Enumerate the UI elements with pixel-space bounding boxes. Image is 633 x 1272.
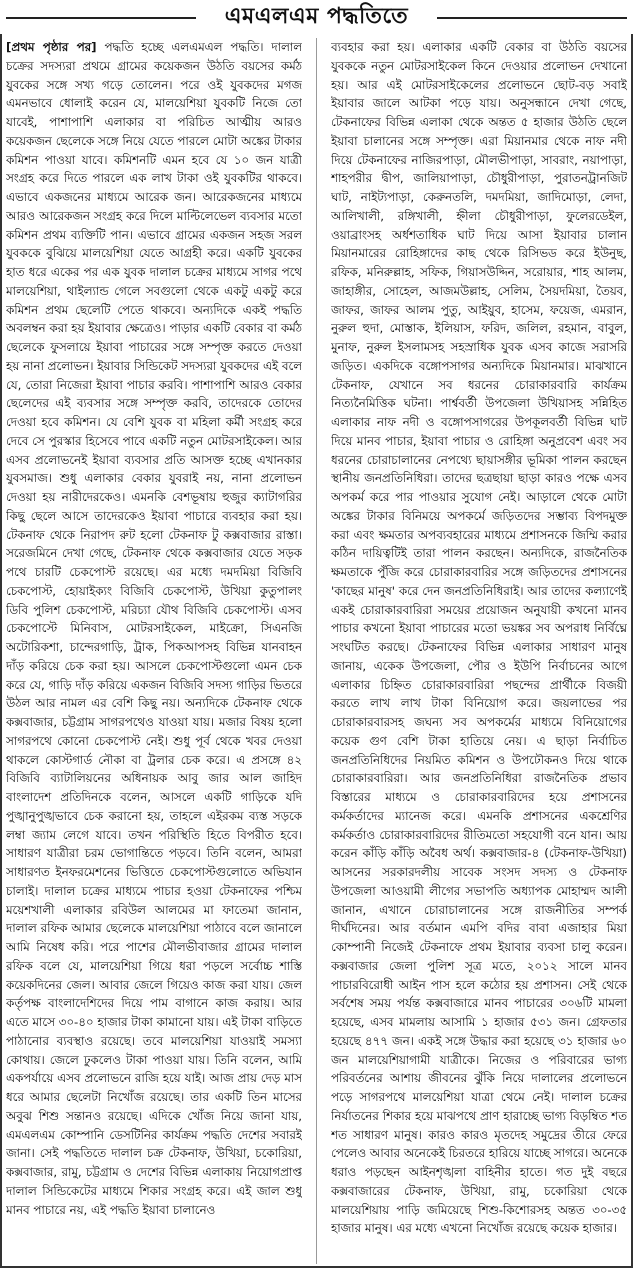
column-right-text: ব্যবহার করা হয়। এলাকার একটি বেকার বা উঠতি বয়সের যুবককে নতুন মোটরসাইকেল কিনে দেওয়ার প্রলোভন দেখানো হয়। আর এই মোটরসাইকেলের প্রলোভনে ছোট-বড় সবাই ইয়াবার জালে আটকা পড়ে যায়। অনুসন্ধানে দেখা গেছে, টেকনাফের বিভিন্ন এলাকা থেকে অন্তত ৫ হাজার উঠতি ছেলে ইয়াবা চালানের সঙ্গে সম্পৃক্ত। এরা মিয়ানমার থেকে নাফ নদী দিয়ে টেকনাফের নাজিরপাড়া, মৌলভীপাড়া, সাবরাং, নয়াপাড়া, শাহপরীর দ্বীপ, জালিয়াপাড়া, চৌধুরীপাড়া, পুরাতনট্রানজিট ঘাট, নাইট্যপাড়া, কেরুনতলি, দমদমিয়া, জাদিমোড়া, লেদা, আলিখালী, রঙ্গিখালী, হ্নীলা চৌধুরীপাড়া, ফুলেরডেইল, ওয়াব্রাংসহ অর্ধশতাধিক ঘাট দিয়ে আসা ইয়াবার চালান মিয়ানমারের রোহিঙ্গাদের কাছ থেকে রিসিভড করে ইউনুছ, রফিক, মনিরুল্লাহ, সফিক, গিয়াসউদ্দিন, সরোয়ার, শাহ আলম, জাহাঙ্গীর, সোহেল, আজমউল্লাহ, সেলিম, সৈয়দমিয়া, তৈয়ব, জাফর, জাফর আলম পুতু, আইয়ুব, হাসেম, ফয়েজ, এমরান, নুরুল হুদা, মোস্তাক, ইলিয়াস, ফরিদ, জলিল, রহমান, বাবুল, মুনাফ, নুরুল ইসলামসহ সহস্রাধিক যুবক এসব কাজে সরাসরি জড়িত। একদিকে বঙ্গোপসাগর অন্যদিকে মিয়ানমার। মাঝখানে টেকনাফ, যেখানে সব ধরনের চোরাকারবারি কার্যক্রম নিত্যনৈমিত্তিক ঘটনা। পার্শ্ববর্তী উপজেলা উখিয়াসহ সন্নিহিত এলাকার নাফ নদী ও বঙ্গোপসাগরের উপকূলবর্তী বিভিন্ন ঘাট দিয়ে মানব পাচার, ইয়াবা পাচার ও রোহিঙ্গা অনুপ্রবেশ এবং সব ধরনের চোরাচালানের নেপথ্যে ছায়াসঙ্গীর ভূমিকা পালন করছেন স্থানীয় জনপ্রতিনিধিরা। তাদের ছত্রছায়া ছাড়া কারও পক্ষে এসব অপকর্ম করে পার পাওয়ার সুযোগ নেই। আড়ালে থেকে মোটা অঙ্কের টাকার বিনিময়ে অপকর্মে জড়িতদের সম্ভাব্য বিপদমুক্ত করা এবং ক্ষমতার অপব্যবহারের মাধ্যমে প্রশাসনকে জিম্মি করার কঠিন দায়িত্বটিই তারা পালন করছেন। অন্যদিকে, রাজনৈতিক ক্ষমতাকে পুঁজি করে চোরাকারবারির সঙ্গে জড়িতদের প্রশাসনের 'কাছের মানুষ' করে দেন জনপ্রতিনিধিরাই। আর তাদের কল্যাণেই একই চোরাকারবারিরা সময়ের প্রয়োজন অনুযায়ী কখনো মানব পাচার কখনো ইয়াবা পাচারের মতো ভয়ঙ্কর সব অপরাধ নির্বিঘ্নে সংঘটিত করছে। টেকনাফের বিভিন্ন এলাকার সাধারণ মানুষ জানায়, একেক উপজেলা, পৌর ও ইউপি নির্বাচনের আগে এলাকার চিহ্নিত চোরাকারবারিরা পছন্দের প্রার্থীকে বিজয়ী করতে লাখ লাখ টাকা বিনিয়োগ করে। জয়লাভের পর চোরাকারবারসহ জঘন্য সব অপকর্মের মাধ্যমে বিনিয়োগের কয়েক গুণ বেশি টাকা হাতিয়ে নেয়। এ ছাড়া নির্বাচিত জনপ্রতিনিধিদের নিয়মিত কমিশন ও উপঢৌকনও দিয়ে থাকে চোরাকারবারিরা। আর জনপ্রতিনিধিরা রাজনৈতিক প্রভাব বিস্তারের মাধ্যমে ও চোরাকারবারিদের হয়ে প্রশাসনের কর্মকর্তাদের ম্যানেজ করে। এমনকি প্রশাসনের একশ্রেণির কর্মকর্তাও চোরাকারবারিদের রীতিমতো সহযোগী বনে যান। আয় করেন কাঁড়ি কাঁড়ি অবৈধ অর্থ। কক্সবাজার-৪ (টেকনাফ-উখিয়া) আসনের সরকারদলীয় সাবেক সংসদ সদস্য ও টেকনাফ উপজেলা আওয়ামী লীগের সভাপতি অধ্যাপক মোহাম্মদ আলী জানান, এখানে চোরাচালানের সঙ্গে রাজনীতির সম্পর্ক দীর্ঘদিনের। আর বর্তমান এমপি বদির বাবা এজাহার মিয়া কোম্পানী নিজেই টেকনাফে প্রথম ইয়াবার ব্যবসা চালু করেন। কক্সবাজার জেলা পুলিশ সূত্র মতে, ২০১২ সালে মানব পাচারবিরোধী আইন পাস হলে কঠোর হয় প্রশাসন। সেই থেকে সর্বশেষ সময় পর্যন্ত কক্সবাজারে মানব পাচারের ৩০৬টি মামলা হয়েছে, এসব মামলায় আসামি ১ হাজার ৫৩১ জন। গ্রেফতার হয়েছে ৪৭৭ জন। একই সঙ্গে উদ্ধার করা হয়েছে ৩১ হাজার ৬০ জন মালয়েশিয়াগামী যাত্রীকে। নিজের ও পরিবারের ভাগ্য পরিবর্তনের আশায় জীবনের ঝুঁকি নিয়ে দালালের প্রলোভনে পড়ে সাগরপথে মালয়েশিয়া যাত্রা থেমে নেই। দালাল চক্রের নির্যাতনের শিকার হয়ে মাঝপথে প্রাণ হারাচ্ছে ভাগ্য বিড়ম্বিত শত শত সাধারণ মানুষ। কারও কারও মৃতদেহ সমুদ্রের তীরে ফেরে পেলেও আবার অনেকেই চিরতরে হারিয়ে যাচ্ছে সাগরে। অনেকে ধরাও পড়ছেন আইনশৃঙ্খলা বাহিনীর হাতে। গত দুই বছরে কক্সবাজারের টেকনাফ, উখিয়া, রামু, চকোরিয়া থেকে মালয়েশিয়ায় পাড়ি জমিয়েছে শিশু-কিশোরসহ অন্তত ৩০-৩৫ হাজার মানুষ। এর মধ্যে এখনো নিখোঁজ রয়েছে কয়েক হাজার।: [331, 40, 627, 1236]
article-body: [6, 38, 627, 1264]
headline-rule-right: [437, 17, 627, 19]
article-column-right: [331, 38, 627, 1264]
article-headline: এমএলএম পদ্ধতিতে: [215, 0, 418, 36]
headline-rule-left: [6, 17, 196, 19]
column-left-paragraph: [6, 38, 302, 1219]
continued-from-front-label: [প্রথম পৃষ্ঠার পর]: [6, 40, 97, 54]
headline-band: [0, 0, 633, 34]
column-left-text: পদ্ধতি হচ্ছে এলএমএল পদ্ধতি। দালাল চক্রের সদস্যরা প্রথমে গ্রামের কয়েকজন উঠতি বয়সের কর্মঠ যুবকের সঙ্গে সখ্য গড়ে তোলেন। পরে ওই যুবকদের মগজ এমনভাবে ধোলাই করেন যে, মালয়েশিয়া যুবকটি নিজে তো যাবেই, পাশাপাশি এলাকার বা পরিচিত আত্মীয় আরও কয়েকজন ছেলেকে সঙ্গে নিয়ে যেতে পারলে মোটা অঙ্কের টাকার কমিশন পাওয়া যাবে। কমিশনটি এমন হবে যে ১০ জন যাত্রী সংগ্রহ করে দিতে পারলে এক লাখ টাকা ওই যুবকটির থাকবে। এভাবে একজনের মাধ্যমে আরেক জন। আরেকজনের মাধ্যমে আরও আরেকজন সংগ্রহ করে দিলে মাল্টিলেভেল ব্যবসার মতো কমিশন প্রথম ব্যক্তিটি পান। এভাবে গ্রামের একজন সহজ সরল যুবককে বুঝিয়ে মালয়েশিয়া যেতে আগ্রহী করে। একটি যুবকের হাত ধরে একের পর এক যুবক দালাল চক্রের মাধ্যমে সাগর পথে মালয়েশিয়া, থাইল্যান্ড গেলে সবগুলো থেকে একটু একটু করে কমিশন প্রথম ছেলেটি পেতে থাকবে। অন্যদিকে একই পদ্ধতি অবলম্বন করা হয় ইয়াবার ক্ষেত্রেও। পাড়ার একটি বেকার বা কর্মঠ ছেলেকে ফুসলায়ে ইয়াবা পাচারের সঙ্গে সম্পৃক্ত করতে দেওয়া হয় নানা প্রলোভন। ইয়াবার সিন্ডিকেট সদস্যরা যুবকদের এই বলে যে, তোরা নিজেরা ইয়াবা পাচার করবি। পাশাপাশি আরও বেকার ছেলেদের এই ব্যবসার সঙ্গে সম্পৃক্ত করবি, তাদেরকে তোদের দেওয়া হবে কমিশন। যে বেশি যুবক বা মহিলা কর্মী সংগ্রহ করে দেবে সে পুরস্কার হিসেবে পাবে একটি নতুন মোটরসাইকেল। আর এসব প্রলোভনেই ইয়াবা ব্যবসার প্রতি আসক্ত হচ্ছে এখানকার যুবসমাজ। শুধু এলাকার বেকার যুবরাই নয়, নানা প্রলোভন দেওয়া হয় নারীদেরকেও। এমনকি বেশভূষায় হুজুর ক্যাটাগরির কিছু ছেলে আসে তাদেরকেও ইয়াবা পাচারে ব্যবহার করা হয়। টেকনাফ থেকে নিরাপদ রুট হলো টেকনাফ টু কক্সবাজার রাস্তা। সরেজমিনে দেখা গেছে, টেকনাফ থেকে কক্সবাজার যেতে সড়ক পথে চারটি চেকপোস্ট রয়েছে। এর মধ্যে দমদমিয়া বিজিবি চেকপোস্ট, হোয়াইক্যং বিজিবি চেকপোস্ট, উখিয়া কুতুপালং ডিবি পুলিশ চেকপোস্ট, মরিচ্যা যৌথ বিজিবি চেকপোস্ট। এসব চেকপোস্টে মিনিবাস, মোটরসাইকেল, মাইক্রো, সিএনজি অটোরিকশা, চান্দেরগাড়ি, ট্রাক, পিকআপসহ বিভিন্ন যানবাহন দাঁড় করিয়ে চেক করা হয়। আসলে চেকপোস্টগুলো এমন চেক করে যে, গাড়ি দাঁড় করিয়ে একজন বিজিবি সদস্য গাড়ির ভিতরে উঠল আর নামল এর বেশি কিছু নয়। অন্যদিকে টেকনাফ থেকে কক্সবাজার, চট্টগ্রাম সাগরপথেও যাওয়া যায়। মজার বিষয় হলো সাগরপথে কোনো চেকপোস্ট নেই। শুধু পূর্ব থেকে খবর দেওয়া থাকলে কোস্টগার্ড নৌকা বা ট্রলার চেক করে। এ প্রসঙ্গে ৪২ বিজিবি ব্যাটালিয়নের অধিনায়ক আবু জার আল জাহিদ বাংলাদেশ প্রতিদিনকে বলেন, আসলে একটি গাড়িকে যদি পুঙ্খানুপুঙ্খভাবে চেক করানো হয়, তাহলে এইরকম ব্যস্ত সড়কে লম্বা জ্যাম লেগে যাবে। তখন পরিস্থিতি হিতে বিপরীত হবে। সাধারণ যাত্রীরা চরম ভোগান্তিতে পড়বে। তিনি বলেন, আমরা সাধারণত ইনফরমেশনের ভিত্তিতে চেকপোস্টগুলোতে অভিযান চালাই। দালাল চক্রের মাধ্যমে পাচার হওয়া টেকনাফের পশ্চিম ময়েশখালী এলাকার রবিউল আলমের মা ফাতেমা জানান, দালাল রফিক আমার ছেলেকে মালয়েশিয়া পাঠাবে বলে জানালে আমি নিষেধ করি। পরে পাশের মৌলভীবাজার গ্রামের দালাল রফিক বলে যে, মালয়েশিয়া গিয়ে ধরা পড়লে সর্বোচ্চ শাস্তি কয়েকদিনের জেল। আবার জেলে গিয়েও কাজ করা যায়। জেল কর্তৃপক্ষ বাংলাদেশিদের দিয়ে পাম বাগানে কাজ করায়। আর এতে মাসে ৩০-৪০ হাজার টাকা কামানো যায়। এই টাকা বাড়িতে পাঠানোর ব্যবস্থাও রয়েছে। তবে মালয়েশিয়া যাওয়াই সমস্যা কোথায়। জেলে ঢুকলেও টাকা পাওয়া যায়। তিনি বলেন, আমি একপর্যায়ে এসব প্রলোভনে রাজি হয়ে যাই। আজ প্রায় দেড় মাস ধরে আমার ছেলেটা নিখোঁজ রয়েছে। তার একটি তিন মাসের অবুঝ শিশু সন্তানও রয়েছে। এদিকে খোঁজ নিয়ে জানা যায়, এমএলএম কোম্পানি ডেসটিনির কার্যক্রম পদ্ধতি দেশের সবারই জানা। সেই পদ্ধতিতে দালাল চক্র টেকনাফ, উখিয়া, চকোরিয়া, কক্সবাজার, রামু, চট্টগ্রাম ও দেশের বিভিন্ন এলাকায় নিয়োগপ্রাপ্ত দালাল সিন্ডিকেটের মাধ্যমে শিকার সংগ্রহ করে। এই জাল শুধু মানব পাচারে নয়, এই পদ্ধতি ইয়াবা চালানেও: [6, 40, 302, 1217]
article-column-left: [6, 38, 302, 1264]
column-divider: [316, 38, 317, 1264]
